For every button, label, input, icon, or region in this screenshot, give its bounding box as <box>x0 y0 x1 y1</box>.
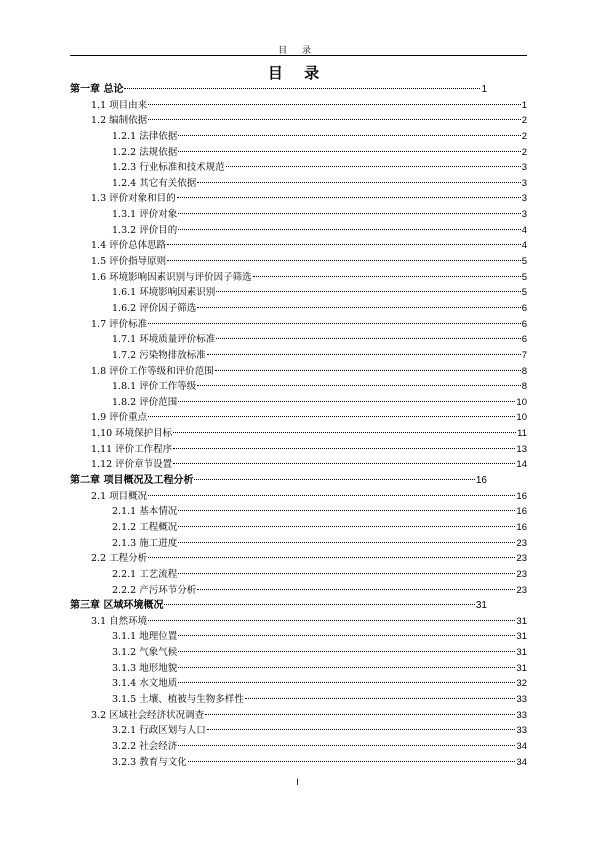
dot-leader <box>207 729 516 730</box>
toc-entry-label: 1.2.2 法规依据 <box>112 146 178 158</box>
toc-entry[interactable] <box>70 160 527 176</box>
dot-leader <box>124 88 480 89</box>
dot-leader <box>178 213 521 214</box>
toc-entry[interactable] <box>70 238 527 254</box>
toc-entry[interactable] <box>70 223 527 239</box>
dot-leader <box>197 385 521 386</box>
toc-entry-label: 1.5 评价指导原则 <box>91 256 167 268</box>
dot-leader <box>164 604 474 605</box>
toc-entry[interactable] <box>70 301 527 317</box>
toc-entry-page: 16 <box>475 475 487 487</box>
dot-leader <box>148 104 521 105</box>
toc-entry-page: 23 <box>516 584 527 596</box>
toc-entry[interactable] <box>70 364 527 380</box>
dot-leader <box>188 761 516 762</box>
toc-entry[interactable] <box>70 145 527 161</box>
dot-leader <box>178 526 515 527</box>
toc-entry[interactable] <box>70 285 527 301</box>
toc-entry[interactable] <box>70 113 527 129</box>
toc-entry-page: 6 <box>521 318 527 330</box>
toc-entry[interactable] <box>70 176 527 192</box>
toc-entry[interactable] <box>70 410 527 426</box>
toc-entry[interactable] <box>70 614 527 630</box>
toc-entry[interactable] <box>70 739 527 755</box>
toc-entry-page: 6 <box>521 302 527 314</box>
toc-entry[interactable] <box>70 645 527 661</box>
toc-entry[interactable] <box>70 129 527 145</box>
dot-leader <box>173 463 515 464</box>
toc-entry[interactable] <box>70 317 527 333</box>
dot-leader <box>245 698 516 699</box>
dot-leader <box>167 260 521 261</box>
toc-entry-label: 1.8.1 评价工作等级 <box>112 381 197 393</box>
toc-entry[interactable] <box>70 348 527 364</box>
toc-entry-label: 3.2.1 行政区划与人口 <box>112 725 206 737</box>
toc-entry[interactable] <box>70 426 527 442</box>
dot-leader <box>178 745 515 746</box>
toc-entry[interactable] <box>70 676 527 692</box>
dot-leader <box>178 510 515 511</box>
toc-entry-label: 1.6 环境影响因素识别与评价因子筛选 <box>91 271 252 283</box>
dot-leader <box>148 620 515 621</box>
toc-entry-page: 3 <box>521 177 527 189</box>
dot-leader <box>173 432 516 433</box>
toc-entry-label: 1.10 环境保护目标 <box>91 428 173 440</box>
dot-leader <box>253 276 521 277</box>
toc-entry-label: 1.6.1 环境影响因素识别 <box>112 287 216 299</box>
toc-entry-label: 1.9 评价重点 <box>91 412 148 424</box>
toc-entry-page: 31 <box>516 662 527 674</box>
dot-leader <box>178 635 515 636</box>
toc-entry-page: 3 <box>521 209 527 221</box>
toc-entry-page: 10 <box>516 412 527 424</box>
toc-entry-page: 6 <box>521 334 527 346</box>
toc-entry-label: 1.2 编制依据 <box>91 115 148 127</box>
toc-entry-page: 33 <box>516 693 527 705</box>
toc-entry-page: 16 <box>516 506 527 518</box>
toc-entry-label: 1.7 评价标准 <box>91 318 148 330</box>
toc-entry-page: 13 <box>516 443 527 455</box>
dot-leader <box>215 370 521 371</box>
page-number: I <box>296 777 299 787</box>
toc-entry-page: 1 <box>521 99 527 111</box>
toc-entry-label: 3.1.2 气象气候 <box>112 647 178 659</box>
toc-entry-page: 10 <box>516 396 527 408</box>
running-header: 目 录 <box>278 46 317 56</box>
dot-leader <box>197 182 521 183</box>
toc-entry-label: 2.1 项目概况 <box>91 490 148 502</box>
toc-entry-page: 31 <box>475 600 487 612</box>
toc-entry[interactable] <box>70 254 527 270</box>
toc-entry-page: 32 <box>516 678 527 690</box>
toc-entry-page: 16 <box>516 521 527 533</box>
toc-entry-label: 1.11 评价工作程序 <box>91 443 173 455</box>
toc-entry[interactable] <box>70 692 527 708</box>
toc-entry-label: 1.6.2 评价因子筛选 <box>112 302 197 314</box>
dot-leader <box>148 495 515 496</box>
toc-entry[interactable] <box>70 489 527 505</box>
table-of-contents <box>70 82 527 770</box>
toc-entry-page: 23 <box>516 568 527 580</box>
toc-entry-page: 16 <box>516 490 527 502</box>
toc-entry[interactable] <box>70 191 527 207</box>
toc-entry[interactable] <box>70 723 527 739</box>
toc-entry-page: 2 <box>521 146 527 158</box>
dot-leader <box>207 354 521 355</box>
dot-leader <box>177 197 521 198</box>
toc-entry-label: 第三章 区域环境概况 <box>70 600 164 612</box>
toc-entry-label: 第一章 总论 <box>70 84 124 95</box>
toc-entry-page: 2 <box>521 115 527 127</box>
dot-leader <box>194 479 474 480</box>
dot-leader <box>178 651 515 652</box>
toc-entry-page: 31 <box>516 647 527 659</box>
toc-chapter-entry[interactable] <box>70 82 527 98</box>
toc-entry[interactable] <box>70 567 527 583</box>
toc-entry-label: 2.2.2 产污环节分析 <box>112 584 197 596</box>
toc-entry[interactable] <box>70 457 527 473</box>
toc-entry-label: 1.1 项目由来 <box>91 99 148 111</box>
toc-entry-page: 33 <box>516 709 527 721</box>
toc-entry-label: 2.1.2 工程概况 <box>112 521 178 533</box>
toc-entry[interactable] <box>70 379 527 395</box>
toc-entry[interactable] <box>70 755 527 771</box>
toc-entry-label: 2.2 工程分析 <box>91 553 148 565</box>
toc-entry-label: 1.4 评价总体思路 <box>91 240 167 252</box>
toc-entry-page: 3 <box>521 193 527 205</box>
toc-entry-page: 34 <box>516 756 527 768</box>
dot-leader <box>173 448 515 449</box>
toc-entry-label: 3.1.3 地形地貌 <box>112 662 178 674</box>
toc-entry-label: 3.1.4 水文地质 <box>112 678 178 690</box>
toc-chapter-entry[interactable] <box>70 598 527 614</box>
dot-leader <box>178 682 515 683</box>
dot-leader <box>178 135 521 136</box>
dot-leader <box>178 573 515 574</box>
toc-entry[interactable] <box>70 270 527 286</box>
dot-leader <box>178 667 515 668</box>
dot-leader <box>167 244 521 245</box>
dot-leader <box>205 714 515 715</box>
toc-entry[interactable] <box>70 629 527 645</box>
toc-entry[interactable] <box>70 98 527 114</box>
toc-entry[interactable] <box>70 504 527 520</box>
toc-entry-label: 1.3.2 评价目的 <box>112 224 178 236</box>
toc-entry-label: 1.7.2 污染物排放标准 <box>112 349 206 361</box>
toc-entry-label: 1.3.1 评价对象 <box>112 209 178 221</box>
toc-entry-label: 3.1.5 土壤、植被与生物多样性 <box>112 693 244 705</box>
toc-entry-label: 1.3 评价对象和目的 <box>91 193 176 205</box>
toc-entry-label: 3.1.1 地理位置 <box>112 631 178 643</box>
toc-entry-page: 4 <box>521 240 527 252</box>
toc-entry-page: 2 <box>521 130 527 142</box>
dot-leader <box>197 589 515 590</box>
toc-entry[interactable] <box>70 661 527 677</box>
toc-entry-page: 5 <box>521 287 527 299</box>
toc-entry[interactable] <box>70 708 527 724</box>
dot-leader <box>216 338 521 339</box>
toc-entry-page: 4 <box>521 224 527 236</box>
dot-leader <box>148 557 515 558</box>
toc-entry-label: 1.2.1 法律依据 <box>112 130 178 142</box>
toc-entry-label: 第二章 项目概况及工程分析 <box>70 475 194 487</box>
toc-entry-label: 1.12 评价章节设置 <box>91 459 173 471</box>
toc-entry-label: 3.1 自然环境 <box>91 615 148 627</box>
toc-entry-page: 34 <box>516 740 527 752</box>
toc-entry-label: 1.8.2 评价范围 <box>112 396 178 408</box>
dot-leader <box>197 307 521 308</box>
toc-entry-label: 1.2.4 其它有关依据 <box>112 177 197 189</box>
dot-leader <box>178 542 515 543</box>
toc-entry-page: 31 <box>516 615 527 627</box>
toc-entry[interactable] <box>70 442 527 458</box>
toc-entry-page: 8 <box>521 365 527 377</box>
toc-entry[interactable] <box>70 551 527 567</box>
dot-leader <box>148 119 521 120</box>
dot-leader <box>148 416 515 417</box>
dot-leader <box>178 229 521 230</box>
toc-entry[interactable] <box>70 536 527 552</box>
toc-entry-page: 3 <box>521 162 527 174</box>
toc-entry[interactable] <box>70 520 527 536</box>
header-rule <box>70 55 527 56</box>
toc-entry-label: 3.2.2 社会经济 <box>112 740 178 752</box>
toc-entry-label: 1.8 评价工作等级和评价范围 <box>91 365 214 377</box>
toc-entry-label: 2.2.1 工艺流程 <box>112 568 178 580</box>
toc-entry[interactable] <box>70 207 527 223</box>
dot-leader <box>216 291 521 292</box>
toc-entry-label: 1.7.1 环境质量评价标准 <box>112 334 216 346</box>
dot-leader <box>178 151 521 152</box>
toc-entry-label: 2.1.3 施工进度 <box>112 537 178 549</box>
toc-chapter-entry[interactable] <box>70 473 527 489</box>
toc-entry-label: 3.2.3 教育与文化 <box>112 756 187 768</box>
toc-entry-label: 1.2.3 行业标准和技术规范 <box>112 162 225 174</box>
toc-entry-page: 1 <box>481 84 487 95</box>
toc-entry-page: 23 <box>516 537 527 549</box>
dot-leader <box>226 166 521 167</box>
toc-entry-page: 14 <box>516 459 527 471</box>
toc-entry-page: 5 <box>521 256 527 268</box>
toc-entry-page: 33 <box>516 725 527 737</box>
toc-entry-page: 31 <box>516 631 527 643</box>
toc-entry[interactable] <box>70 583 527 599</box>
toc-entry-page: 5 <box>521 271 527 283</box>
toc-entry-page: 7 <box>521 349 527 361</box>
dot-leader <box>178 401 515 402</box>
toc-entry[interactable] <box>70 395 527 411</box>
toc-entry-page: 8 <box>521 381 527 393</box>
toc-entry-label: 3.2 区域社会经济状况调查 <box>91 709 205 721</box>
toc-entry-page: 23 <box>516 553 527 565</box>
toc-entry-label: 2.1.1 基本情况 <box>112 506 178 518</box>
toc-title: 目 录 <box>267 64 328 82</box>
toc-entry-page: 11 <box>517 428 527 440</box>
toc-entry[interactable] <box>70 332 527 348</box>
dot-leader <box>148 323 521 324</box>
